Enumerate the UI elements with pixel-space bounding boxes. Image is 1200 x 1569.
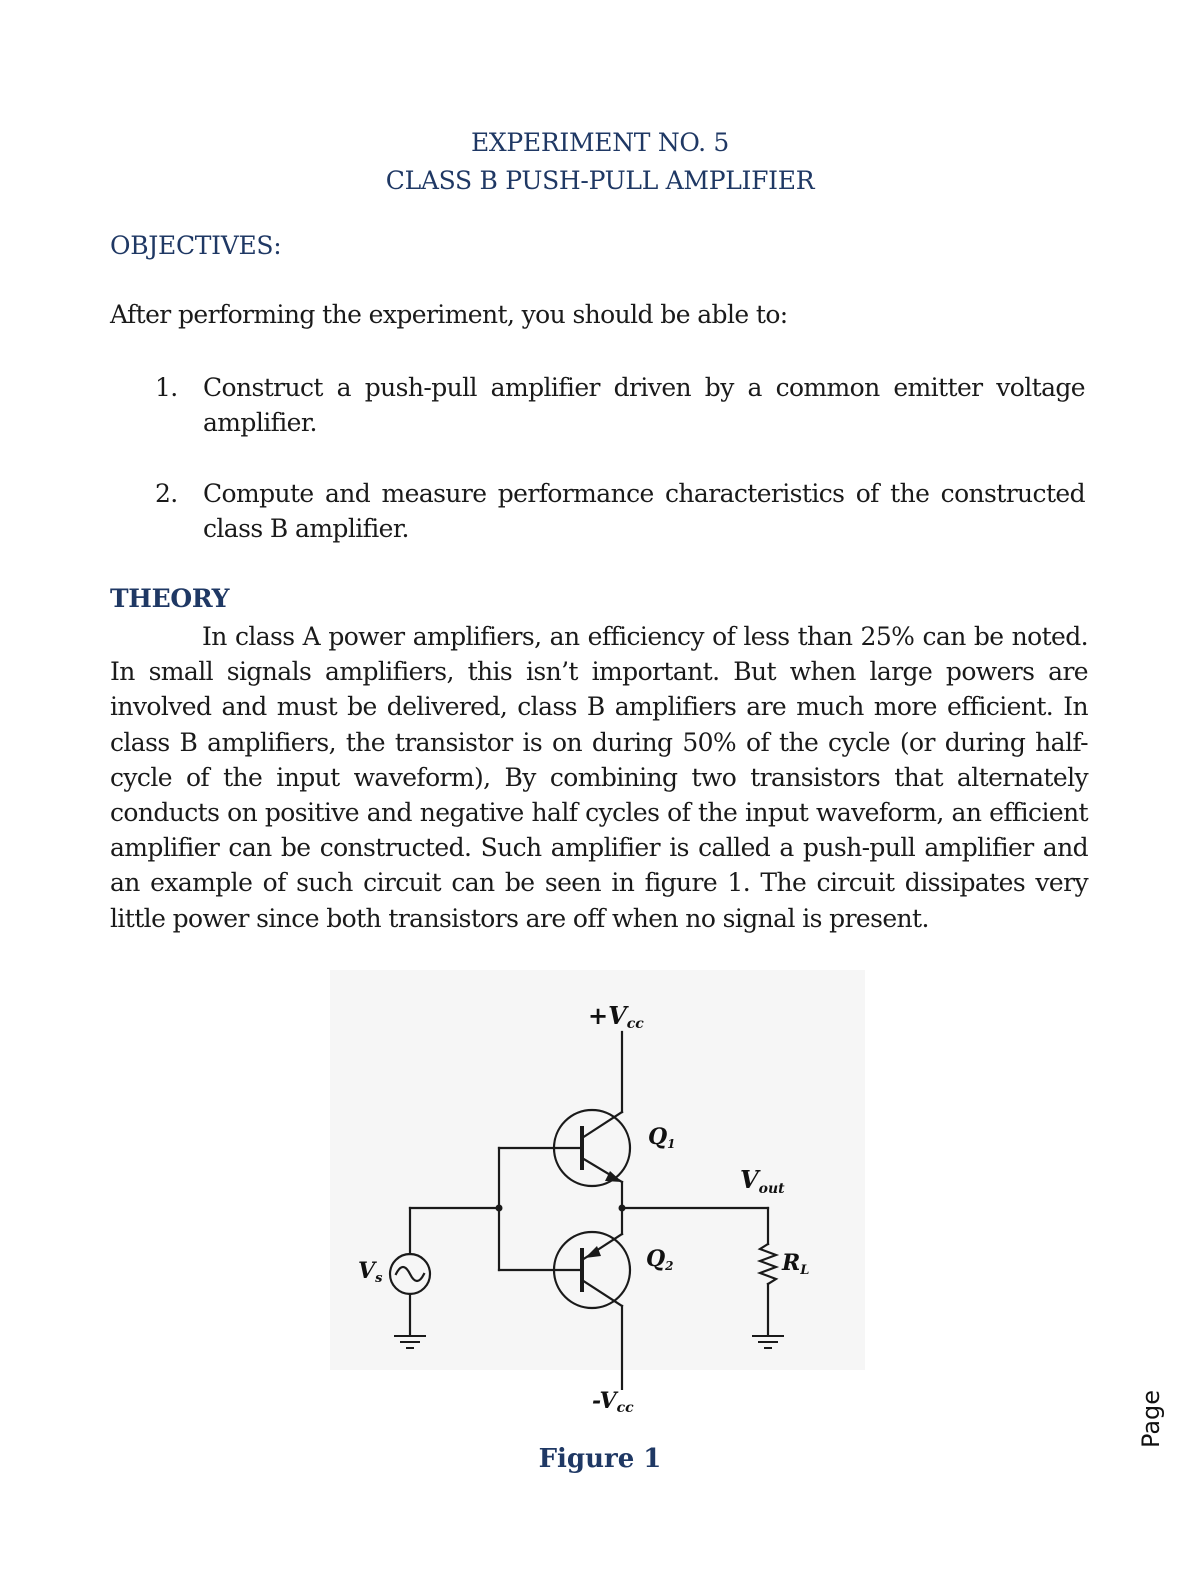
theory-heading: THEORY <box>110 584 230 613</box>
junction-dot <box>496 1205 503 1212</box>
q2-label: Q2 <box>646 1246 674 1273</box>
vout-label: $V_{out}$ <box>740 1165 785 1197</box>
junction-dot <box>619 1205 626 1212</box>
page-label: Page <box>1137 1389 1165 1449</box>
push-pull-circuit-figure <box>330 970 865 1370</box>
vcc-negative-wire-end <box>620 1370 624 1390</box>
experiment-title: CLASS B PUSH-PULL AMPLIFIER <box>385 166 815 195</box>
theory-paragraph: In class A power amplifiers, an efficiency of less than 25% can be noted. In small signals amplifiers, this isn’t important. But when large powers are involved and must be delivered, class B amplifiers are much more efficient. In class B amplifiers, the transistor is on during 50% of the cycle (or during half- cycle of the input waveform), By combining two transistors that alternately conducts on positive and negative half cycles of the input waveform, an efficient amplifier can be constructed. Such amplifier is called a push-pull amplifier and an example of such circuit can be seen in figure 1. The circuit dissipates very little power since both transistors are off when no signal is present. <box>110 622 1088 933</box>
objective-number: 2. <box>155 479 178 508</box>
title-block <box>0 124 1200 200</box>
vcc-positive-label: +Vcc <box>588 1001 644 1032</box>
objective-item <box>155 476 1085 546</box>
vcc-negative-label-wrap <box>580 1384 670 1420</box>
figure-caption: Figure 1 <box>538 1444 662 1474</box>
objective-number: 1. <box>155 373 178 402</box>
circuit-schematic <box>330 970 865 1370</box>
vcc-negative-label: -Vcc <box>592 1388 634 1416</box>
rl-label: RL <box>782 1250 810 1278</box>
experiment-number: EXPERIMENT NO. 5 <box>470 128 730 157</box>
objective-text: Compute and measure performance characteristics of the constructed class B amplifier. <box>203 479 1085 543</box>
objectives-intro: After performing the experiment, you should be able to: <box>110 300 788 329</box>
objectives-heading: OBJECTIVES: <box>110 231 282 260</box>
objective-text: Construct a push-pull amplifier driven by a common emitter voltage amplifier. <box>203 373 1085 437</box>
objective-item <box>155 370 1085 440</box>
q1-label: Q1 <box>648 1124 676 1151</box>
vs-label: Vs <box>358 1258 383 1286</box>
